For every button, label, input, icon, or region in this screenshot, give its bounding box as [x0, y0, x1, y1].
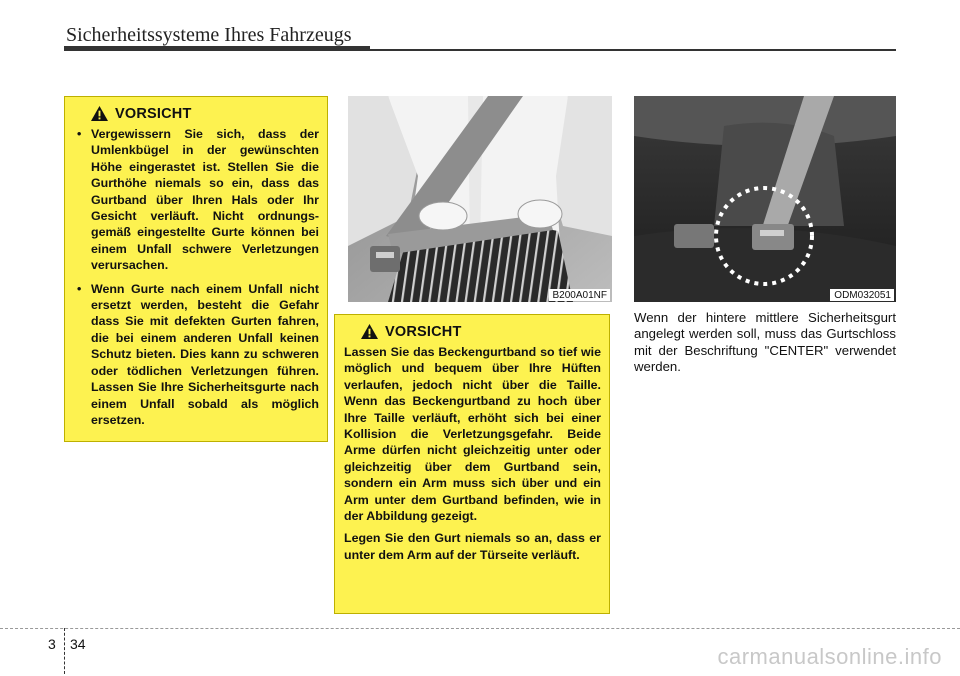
caution-heading	[74, 105, 319, 122]
caution-heading	[344, 323, 601, 340]
figure-rear-buckle	[634, 96, 896, 302]
figure-lap-belt	[348, 96, 612, 302]
caution-box-middle	[334, 314, 610, 614]
footer-divider	[64, 628, 65, 674]
header-rule-thin	[370, 49, 896, 51]
caution-paragraph: Lassen Sie das Beckengurtband so tief wie möglich und bequem über Ihre Hüften verlaufen, jedoch nicht über die Taille. Wenn das Beckengurtband zu hoch über Ihre Taille verläuft, erhöht sich bei einer Kollision die Verletzungsgefahr. Beide Arme dürfen nicht gleichzeitig unter oder gleichzeitig über dem Gurtband sein, sondern ein Arm muss sich über und ein Arm unter dem Gurtband befinden, wie in der Abbildung gezeigt.	[344, 345, 601, 524]
caution-item-text: Wenn Gurte nach einem Unfall nicht ersetzt werden, besteht die Gefahr dass Sie mit defekten Gurten fahren, die bei einem anderen Unfall keinen Schutz bieten. Dies kann zu schweren oder tödlichen Verletzungen führen. Lassen Sie Ihre Sicherheitsgurte nach einem Unfall sobald als möglich ersetzen.	[91, 281, 319, 427]
bullet-icon: •	[77, 281, 82, 296]
warning-triangle-icon	[90, 105, 109, 122]
footer-rule	[0, 628, 960, 629]
rear-buckle-photo	[634, 96, 896, 302]
caution-item	[74, 126, 319, 274]
figure-code: B200A01NF	[549, 289, 610, 301]
bullet-icon: •	[77, 127, 82, 141]
caution-title: VORSICHT	[385, 323, 462, 340]
caution-paragraph: Legen Sie den Gurt niemals so an, dass er unter dem Arm auf der Türseite verläuft.	[344, 531, 601, 562]
lap-belt-illustration	[348, 96, 612, 302]
caution-title: VORSICHT	[115, 105, 192, 122]
caution-box-left	[64, 96, 328, 442]
chapter-number: 3	[48, 636, 56, 652]
watermark: carmanualsonline.info	[717, 644, 942, 669]
caution-list	[74, 126, 319, 428]
header-rule-thick	[64, 46, 370, 51]
figure-code: ODM032051	[830, 289, 894, 301]
warning-triangle-icon	[360, 323, 379, 340]
page-header-title: Sicherheitssysteme Ihres Fahrzeugs	[66, 24, 352, 46]
caution-item	[74, 281, 319, 429]
caution-item-text: Vergewissern Sie sich, dass der Umlenkbügel in der gewünschten Höhe eingerastet ist. Stellen Sie die Gurthöhe niemals so ein, dass das Gurtband über Ihren Hals oder Ihr Gesicht verläuft. Nicht ordnungsgemäß eingestellte Gurte können bei einem Unfall schwere Verletzungen verursachen.	[91, 127, 319, 273]
page-number: 34	[70, 636, 86, 652]
body-text: Wenn der hintere mittlere Sicherheitsgurt angelegt werden soll, muss das Gurtschloss mit der Beschriftung "CENTER" verwendet werden.	[634, 310, 896, 375]
